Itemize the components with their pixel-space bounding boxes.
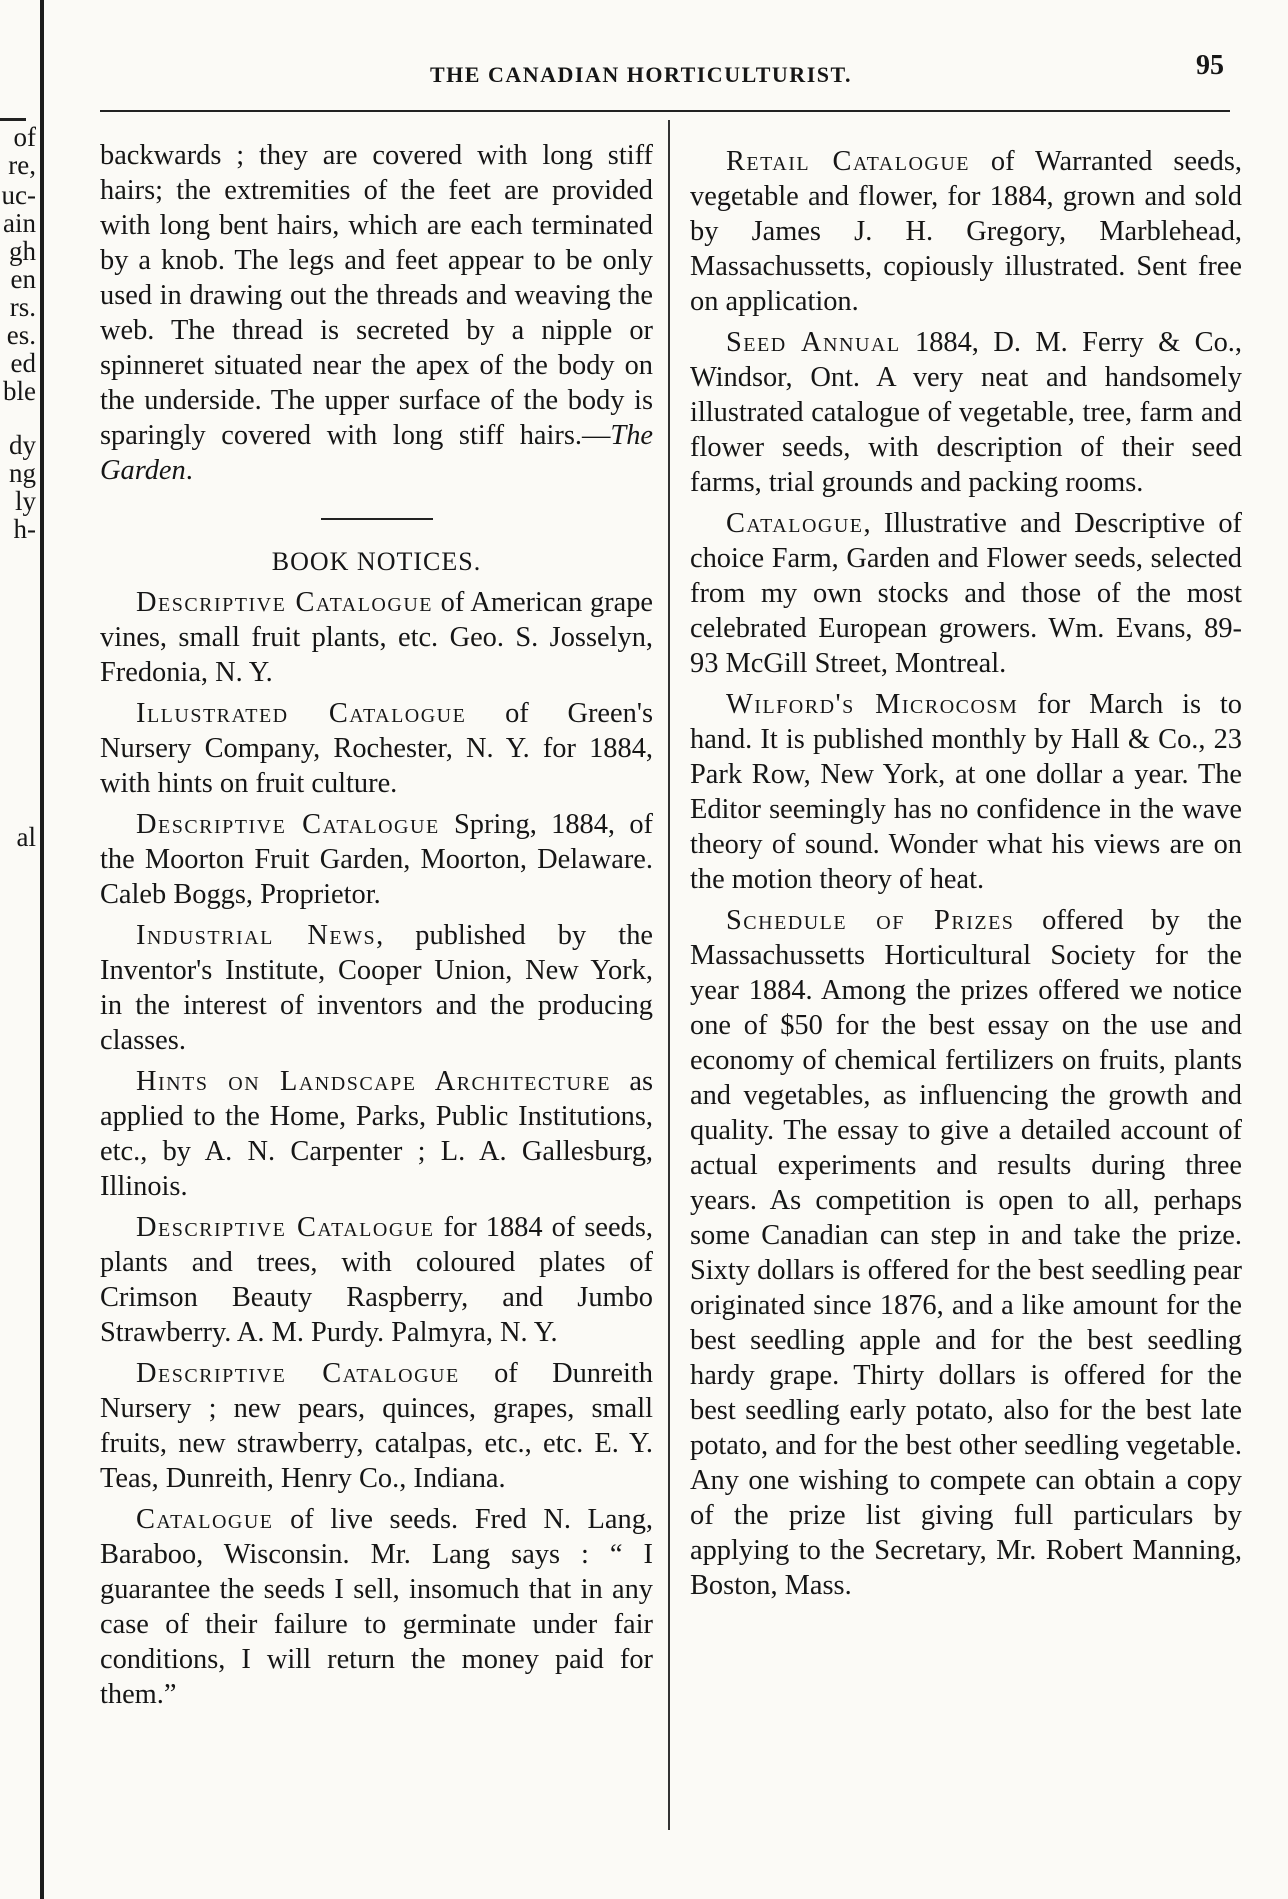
left-notice-list <box>100 585 653 1712</box>
book-notice <box>690 687 1242 897</box>
right-column <box>690 138 1242 1603</box>
section-divider <box>321 518 433 520</box>
notice-text: offered by the Massachussetts Horticultural Society for the year 1884. Among the prizes offered we notice one of $50 for the best essay on the use and economy of chemical fertilizers on fruits, plants and vegetables, as influencing the growth and quality. The essay to give a detailed account of actual experiments and results during three years. As competition is open to all, perhaps some Canadian can step in and take the prize. Sixty dollars is offered for the best seedling pear originated since 1876, and a like amount for the best seedling apple and for the best seedling hardy grape. Thirty dollars is offered for the best seedling early potato, also for the best late potato, and for the best other seedling vegetable. Any one wishing to compete can obtain a copy of the prize list giving full particulars by applying to the Secretary, Mr. Robert Manning, Boston, Mass. <box>690 905 1242 1601</box>
notice-text: of live seeds. Fred N. Lang, Baraboo, Wisconsin. Mr. Lang says : “ I guarantee the seeds I sell, insomuch that in any case of their failure to germinate under fair conditions, I will return the money paid for them.” <box>100 1504 653 1710</box>
book-notice <box>100 1502 653 1712</box>
book-notice <box>690 144 1242 319</box>
facing-page-fragment: es. <box>6 320 36 350</box>
facing-page-fragment: en <box>10 264 36 294</box>
notice-text: of Green's Nursery Company, Rochester, N. Y. for 1884, with hints on fruit culture. <box>100 698 653 799</box>
notice-title: Industrial News <box>136 920 377 951</box>
facing-page-fragment: ly <box>14 486 36 516</box>
notice-title: Illustrated Catalogue <box>136 698 467 729</box>
book-notice <box>690 506 1242 681</box>
notice-text: of American grape vines, small fruit plants, etc. Geo. S. Josselyn, Fredonia, N. Y. <box>100 587 653 688</box>
notice-text: of Warranted seeds, vegetable and flower, for 1884, grown and sold by James J. H. Gregory, Marblehead, Massachussetts, copiously illustrated. Sent free on application. <box>690 146 1242 317</box>
facing-page-fragment: of <box>13 122 36 152</box>
binding-rule <box>40 0 44 1899</box>
book-notice <box>690 903 1242 1603</box>
notice-title: Schedule of Prizes <box>726 905 1015 936</box>
notice-text: , published by the Inventor's Institute, Cooper Union, New York, in the interest of inventors and the producing classes. <box>100 920 653 1056</box>
facing-page-fragment: rs. <box>9 292 36 322</box>
facing-page-fragment: dy <box>9 430 36 460</box>
notice-text: Spring, 1884, of the Moorton Fruit Garden, Moorton, Delaware. Caleb Boggs, Proprietor. <box>100 809 653 910</box>
notice-title: Descriptive Catalogue <box>136 809 440 840</box>
notice-text: for 1884 of seeds, plants and trees, with coloured plates of Crimson Beauty Raspberry, and Jumbo Strawberry. A. M. Purdy. Palmyra, N. Y. <box>100 1212 653 1348</box>
page-number: 95 <box>1196 50 1224 81</box>
facing-page-fragment: ain <box>3 208 36 238</box>
notice-text: , Illustrative and Descriptive of choice Farm, Garden and Flower seeds, selected from my own stocks and those of the most celebrated European growers. Wm. Evans, 89-93 McGill Street, Montreal. <box>690 508 1242 679</box>
right-notice-list <box>690 144 1242 1603</box>
notice-title: Descriptive Catalogue <box>136 1212 435 1243</box>
lead-source: The Garden <box>100 420 653 486</box>
book-notice <box>100 696 653 801</box>
facing-page-fragment: ble <box>3 376 36 406</box>
book-notice <box>100 807 653 912</box>
notice-title: Catalogue <box>136 1504 274 1535</box>
notice-text: as applied to the Home, Parks, Public Institutions, etc., by A. N. Carpenter ; L. A. Gallesburg, Illinois. <box>100 1066 653 1202</box>
notice-title: Retail Catalogue <box>726 146 970 177</box>
lead-paragraph-text: backwards ; they are covered with long stiff hairs; the extremities of the feet are provided with long bent hairs, which are each terminated by a knob. The legs and feet appear to be only used in drawing out the threads and weaving the web. The thread is secreted by a nipple or spinneret situated near the apex of the body on the underside. The upper surface of the body is sparingly covered with long stiff hairs.— <box>100 140 653 451</box>
facing-page-fragment: al <box>16 822 36 852</box>
book-notice <box>100 1356 653 1496</box>
notice-title: Descriptive Catalogue <box>136 1358 460 1389</box>
book-notice <box>100 1210 653 1350</box>
facing-page-fragment: ng <box>9 458 36 488</box>
notice-title: Hints on Landscape Architecture <box>136 1066 611 1097</box>
book-notice <box>100 918 653 1058</box>
spider-article-end <box>100 138 653 488</box>
left-column <box>100 138 653 1712</box>
facing-page-fragment: uc- <box>1 180 36 210</box>
facing-page-fragment: gh <box>9 236 36 266</box>
book-notice <box>690 325 1242 500</box>
section-title: BOOK NOTICES. <box>271 547 482 576</box>
notice-title: Descriptive Catalogue <box>136 587 433 618</box>
running-head: THE CANADIAN HORTICULTURIST. <box>430 62 853 87</box>
book-notice <box>100 1064 653 1204</box>
column-divider <box>668 120 670 1830</box>
notice-title: Seed Annual <box>726 327 901 358</box>
notice-text: of Dunreith Nursery ; new pears, quinces, grapes, small fruits, new strawberry, catalpas, etc., etc. E. Y. Teas, Dunreith, Henry Co., Indiana. <box>100 1358 653 1494</box>
notice-text: 1884, D. M. Ferry & Co., Windsor, Ont. A very neat and handsomely illustrated catalogue of vegetable, tree, farm and flower seeds, with description of their seed farms, trial grounds and packing rooms. <box>690 327 1242 498</box>
lead-end: . <box>185 455 193 486</box>
notice-text: for March is to hand. It is published monthly by Hall & Co., 23 Park Row, New York, at one dollar a year. The Editor seemingly has no confidence in the wave theory of sound. Wonder what his views are on the motion theory of heat. <box>690 689 1242 895</box>
book-notice <box>100 585 653 690</box>
notice-title: Wilford's Microcosm <box>726 689 1019 720</box>
facing-page-fragment: re, <box>8 150 36 180</box>
facing-page-fragment: ed <box>10 348 36 378</box>
header-rule <box>100 110 1230 112</box>
notice-title: Catalogue <box>726 508 864 539</box>
facing-page-fragment: h- <box>13 514 36 544</box>
